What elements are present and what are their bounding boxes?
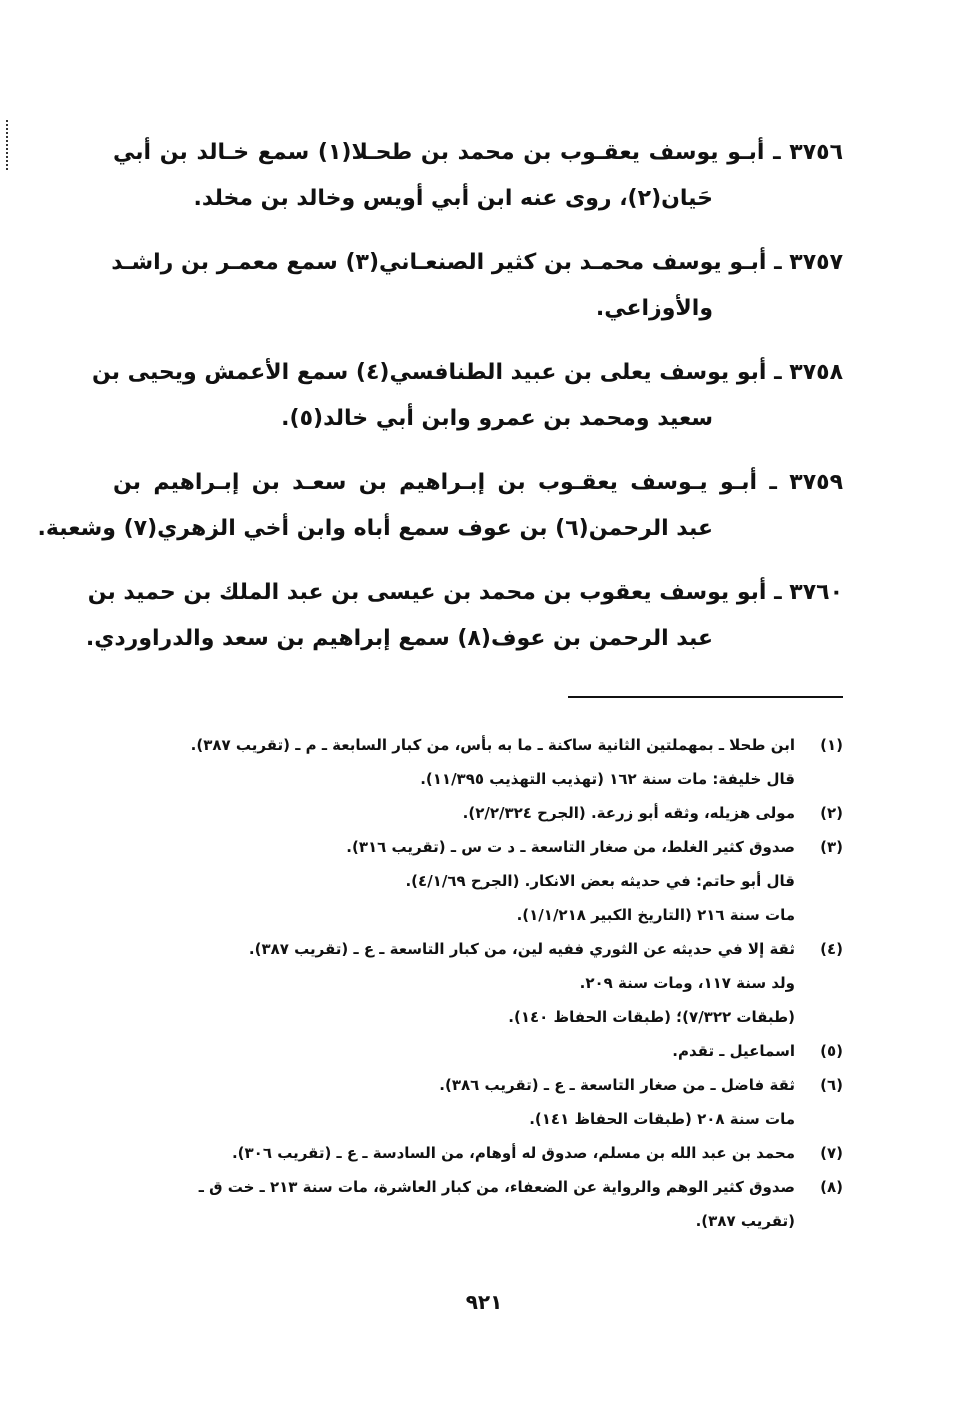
footnote-text: محمد بن عبد الله بن مسلم، صدوق له أوهام، من السادسة ـ ع ـ (تقريب ٣٠٦). bbox=[231, 1144, 795, 1162]
footnote-number: (٨) bbox=[820, 1178, 843, 1196]
page-number: ٩٢١ bbox=[465, 1290, 503, 1314]
footnote-text: مات سنة ٢١٦ (التاريخ الكبير ١/١/٢١٨). bbox=[516, 906, 795, 924]
footnote bbox=[113, 830, 843, 864]
entries-list bbox=[37, 130, 843, 680]
footnote-text: اسماعيل ـ تقدم. bbox=[672, 1042, 795, 1060]
entry-line: عبد الرحمن(٦) بن عوف سمع أباه وابن أخي الزهري(٧) وشعبة. bbox=[37, 516, 713, 541]
entry-line: ٣٧٥٩ ـ أبـو يـوسف يعقـوب بن إبـراهيم بن سعـد بن إبـراهيم بن bbox=[113, 470, 843, 495]
footnote bbox=[113, 932, 843, 966]
footnote-number: (٦) bbox=[820, 1076, 843, 1094]
entry-line: ٣٧٥٦ ـ أبـو يوسف يعقـوب بن محمد بن طحـلا(١) سمع خـالد بن أبي bbox=[113, 140, 843, 165]
entry-line: ٣٧٥٨ ـ أبو يوسف يعلى بن عبيد الطنافسي(٤) سمع الأعمش ويحيى بن bbox=[91, 360, 843, 385]
entry bbox=[85, 570, 843, 662]
entry-line: حَيان(٢)، روى عنه ابن أبي أويس وخالد بن مخلد. bbox=[193, 186, 713, 211]
footnote-text: ثقة إلا في حديثه عن الثوري ففيه لين، من كبار التاسعة ـ ع ـ (تقريب ٣٨٧). bbox=[248, 940, 795, 958]
entry-line: والأوزاعي. bbox=[595, 296, 713, 321]
margin-mark bbox=[6, 120, 10, 170]
footnote-text: مات سنة ٢٠٨ (طبقات الحفاظ ١٤١). bbox=[529, 1110, 795, 1128]
entry bbox=[113, 130, 843, 222]
footnote bbox=[113, 1102, 843, 1136]
entry bbox=[113, 240, 843, 332]
footnote bbox=[113, 1170, 843, 1204]
footnote bbox=[113, 1068, 843, 1102]
entry-line: ٣٧٥٧ ـ أبـو يوسف محمـد بن كثير الصنعـاني(٣) سمع معمـر بن راشـد bbox=[111, 250, 843, 275]
footnote-number: (٣) bbox=[820, 838, 843, 856]
footnote-number: (٧) bbox=[820, 1144, 843, 1162]
footnote-text: صدوق كثير الوهم والرواية عن الضعفاء، من كبار العاشرة، مات سنة ٢١٣ ـ خت ق ـ bbox=[198, 1178, 795, 1196]
entry-line: عبد الرحمن بن عوف(٨) سمع إبراهيم بن سعد والدراوردي. bbox=[85, 626, 713, 651]
footnote-text: (تقريب ٣٨٧). bbox=[695, 1212, 795, 1230]
footnote bbox=[113, 1034, 843, 1068]
footnote bbox=[113, 1136, 843, 1170]
footnote-text: ابن طحلا ـ بمهملتين الثانية ساكنة ـ ما به بأس، من كبار السابعة ـ م ـ (تقريب ٣٨٧). bbox=[190, 736, 795, 754]
footnote-text: (طبقات ٧/٣٢٢)؛ (طبقات الحفاظ ١٤٠). bbox=[508, 1008, 795, 1026]
footnote-number: (٢) bbox=[820, 804, 843, 822]
footnote-separator bbox=[568, 696, 843, 698]
footnote bbox=[113, 1204, 843, 1238]
footnote-text: ولد سنة ١١٧، ومات سنة ٢٠٩. bbox=[579, 974, 795, 992]
footnote-number: (١) bbox=[820, 736, 843, 754]
footnote bbox=[113, 1000, 843, 1034]
footnote-number: (٤) bbox=[820, 940, 843, 958]
footnote bbox=[113, 796, 843, 830]
footnote bbox=[113, 966, 843, 1000]
entry bbox=[37, 460, 843, 552]
footnote-text: قال خليفة: مات سنة ١٦٢ (تهذيب التهذيب ١١/٣٩٥). bbox=[420, 770, 795, 788]
footnote-text: ثقة فاضل ـ من صغار التاسعة ـ ع ـ (تقريب ٣٨٦). bbox=[439, 1076, 795, 1094]
entry bbox=[91, 350, 843, 442]
footnote-text: مولى هزيله، وثقه أبو زرعة. (الجرح ٢/٢/٣٢٤). bbox=[462, 804, 795, 822]
entry-line: سعيد ومحمد بن عمرو وابن أبي خالد(٥). bbox=[281, 406, 713, 431]
footnote bbox=[113, 728, 843, 762]
entry-line: ٣٧٦٠ ـ أبو يوسف يعقوب بن محمد بن عيسى بن عبد الملك بن حميد بن bbox=[87, 580, 843, 605]
footnote-text: صدوق كثير الغلط، من صغار التاسعة ـ د ت س ـ (تقريب ٣١٦). bbox=[346, 838, 795, 856]
footnote-text: قال أبو حاتم: في حديثه بعض الانكار. (الجرح ٤/١/٦٩). bbox=[405, 872, 795, 890]
footnote bbox=[113, 898, 843, 932]
footnote bbox=[113, 762, 843, 796]
footnote-number: (٥) bbox=[820, 1042, 843, 1060]
footnotes bbox=[113, 728, 843, 1238]
footnote bbox=[113, 864, 843, 898]
